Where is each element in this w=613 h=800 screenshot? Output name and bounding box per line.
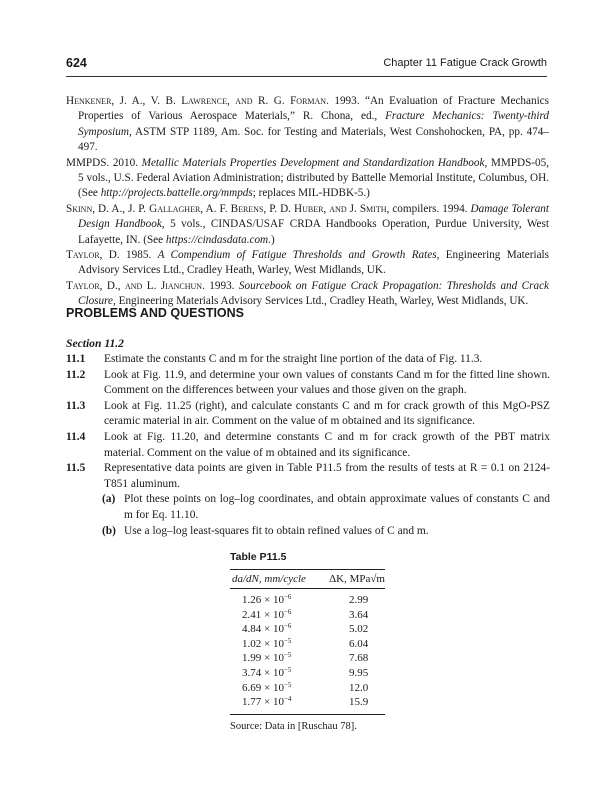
subpart-text: Use a log–log least-squares fit to obtain refined values of C and m. (124, 524, 429, 537)
delta-k-cell: 7.68 (349, 652, 369, 665)
problem-item (66, 461, 550, 492)
reference-authors: MMPDS (66, 156, 107, 169)
page-number: 624 (66, 56, 87, 70)
rate-cell: $3.74 \times 10^{-5}$ (242, 665, 292, 679)
table-row (230, 608, 385, 623)
problem-number: 11.3 (66, 399, 86, 412)
problem-number: 11.2 (66, 368, 86, 381)
problem-item (66, 399, 550, 430)
table-body (230, 589, 385, 714)
rate-cell: $1.99 \times 10^{-5}$ (242, 651, 292, 665)
reference-authors: Skinn, D. A., J. P. Gallagher, A. F. Berens, P. D. Huber, and J. Smith (66, 202, 387, 215)
reference-text: ASTM STP 1189, Am. Soc. for Testing and Materials, West Conshohocken, PA, pp. 474–497. (78, 125, 549, 154)
delta-k-cell: 9.95 (349, 666, 369, 679)
column-header-rate: da/dN, mm/cycle (232, 573, 306, 585)
subpart-label: (b) (102, 524, 116, 537)
data-table (230, 551, 385, 732)
reference-text: Engineering Materials Advisory Services Ltd., Cradley Heath, Warley, West Midlands, UK. (115, 295, 529, 308)
problem-text: Look at Fig. 11.9, and determine your own values of constants Cand m for the fitted line shown. Comment on the differences between your values and those given on the graph. (104, 368, 550, 397)
reference-entry (66, 94, 549, 156)
reference-entry (66, 248, 549, 279)
reference-text: . 1993. “An Evaluation of Fracture Mechanics Properties of Various Aerospace Materials,” R. Chona, ed., (78, 95, 549, 123)
problem-text: Estimate the constants C and m for the straight line portion of the data of Fig. 11.3. (104, 353, 483, 365)
reference-list (66, 94, 549, 310)
rate-cell: $2.41 \times 10^{-6}$ (242, 607, 292, 621)
reference-text: MMPDS-05, 5 vols., U.S. Federal Aviation Administration; distributed by Battelle Memorial Institute, Columbus, OH. (See (78, 156, 549, 200)
column-header-delta-k: ΔK, MPa√m (329, 573, 385, 585)
reference-text: , compilers. 1994. (386, 202, 471, 215)
subpart-item (66, 492, 550, 523)
reference-title: Fracture Mechanics: Twenty-third Symposium, (78, 110, 549, 138)
rate-cell: $6.69 \times 10^{-5}$ (242, 680, 292, 694)
problem-text: Look at Fig. 11.20, and determine constants C and m for crack growth of the PBT matrix material. Comment on the value of m obtained and its significance. (104, 430, 550, 459)
reference-text: 5 vols., CINDAS/USAF CRDA Handbooks Operation, Purdue University, West Lafayette, IN. (See (78, 218, 549, 246)
reference-text: ; replaces MIL-HDBK-5.) (252, 187, 370, 200)
problem-number: 11.5 (66, 462, 86, 475)
delta-k-cell: 2.99 (349, 594, 369, 606)
rate-cell: $1.26 \times 10^{-6}$ (242, 593, 292, 606)
subpart-text: Plot these points on log–log coordinates, and obtain approximate values of constants C and m for Eq. 11.10. (124, 493, 550, 521)
table-row (230, 637, 385, 652)
problem-text: Look at Fig. 11.25 (right), and calculate constants C and m for crack growth of this MgO-PSZ ceramic material in air. Comment on the value of m obtained and its significance. (104, 399, 550, 428)
problem-item (66, 352, 550, 368)
reference-url: http://projects.battelle.org/mmpds (100, 187, 253, 200)
problem-number: 11.4 (66, 430, 86, 443)
reference-title: Sourcebook on Fatigue Crack Propagation: Thresholds and Crack Closure, (78, 279, 550, 308)
reference-text: ) (270, 233, 275, 246)
delta-k-cell: 15.9 (349, 696, 369, 709)
reference-url: https://cindasdata.com. (165, 233, 271, 246)
reference-text: . 2010. (106, 156, 142, 169)
subpart-item (66, 524, 550, 540)
reference-text: Engineering Materials Advisory Services Ltd., Cradley Heath, Warley, West Midlands, UK. (78, 249, 550, 277)
reference-authors: Taylor, D (66, 249, 117, 262)
problem-item (66, 430, 550, 461)
reference-title: Damage Tolerant Design Handbook, (78, 202, 549, 231)
rate-cell: $4.84 \times 10^{-6}$ (242, 622, 292, 636)
rate-cell: $1.77 \times 10^{-4}$ (242, 695, 292, 709)
reference-title: A Compendium of Fatigue Thresholds and Growth Rates, (157, 249, 440, 262)
reference-text: . 1993. (202, 279, 239, 292)
table-header-row (230, 570, 385, 588)
reference-text: . 1985. (116, 249, 158, 262)
page-header (66, 56, 547, 74)
delta-k-cell: 6.04 (349, 637, 369, 650)
problem-number: 11.1 (66, 353, 86, 365)
reference-entry (66, 202, 549, 248)
table-row (230, 651, 385, 666)
table-row (230, 681, 385, 696)
table-bottom-rule (230, 714, 385, 715)
header-rule (66, 76, 547, 77)
table-source-note: Source: Data in [Ruschau 78]. (230, 720, 357, 732)
subpart-label: (a) (102, 493, 116, 506)
table-row (230, 593, 385, 608)
table-row (230, 695, 385, 710)
delta-k-cell: 3.64 (349, 608, 369, 621)
section-heading: PROBLEMS AND QUESTIONS (66, 306, 245, 320)
subsection-label: Section 11.2 (66, 337, 124, 350)
problem-text: Representative data points are given in Table P11.5 from the results of tests at R = 0.1 on 2124-T851 aluminum. (104, 462, 550, 490)
table-row (230, 622, 385, 637)
reference-authors: Taylor, D., and L. Jianchun (66, 279, 203, 292)
reference-title: Metallic Materials Properties Development and Standardization Handbook, (141, 156, 488, 169)
delta-k-cell: 5.02 (349, 623, 369, 636)
running-head: Chapter 11 Fatigue Crack Growth (383, 57, 547, 69)
reference-entry (66, 156, 549, 202)
delta-k-cell: 12.0 (349, 681, 369, 694)
table-row (230, 666, 385, 681)
problem-list (66, 352, 550, 539)
rate-cell: $1.02 \times 10^{-5}$ (242, 636, 292, 650)
reference-authors: Henkener, J. A., V. B. Lawrence, and R. G. Forman (66, 95, 327, 107)
problem-item (66, 368, 550, 399)
table-caption: Table P11.5 (230, 551, 287, 563)
